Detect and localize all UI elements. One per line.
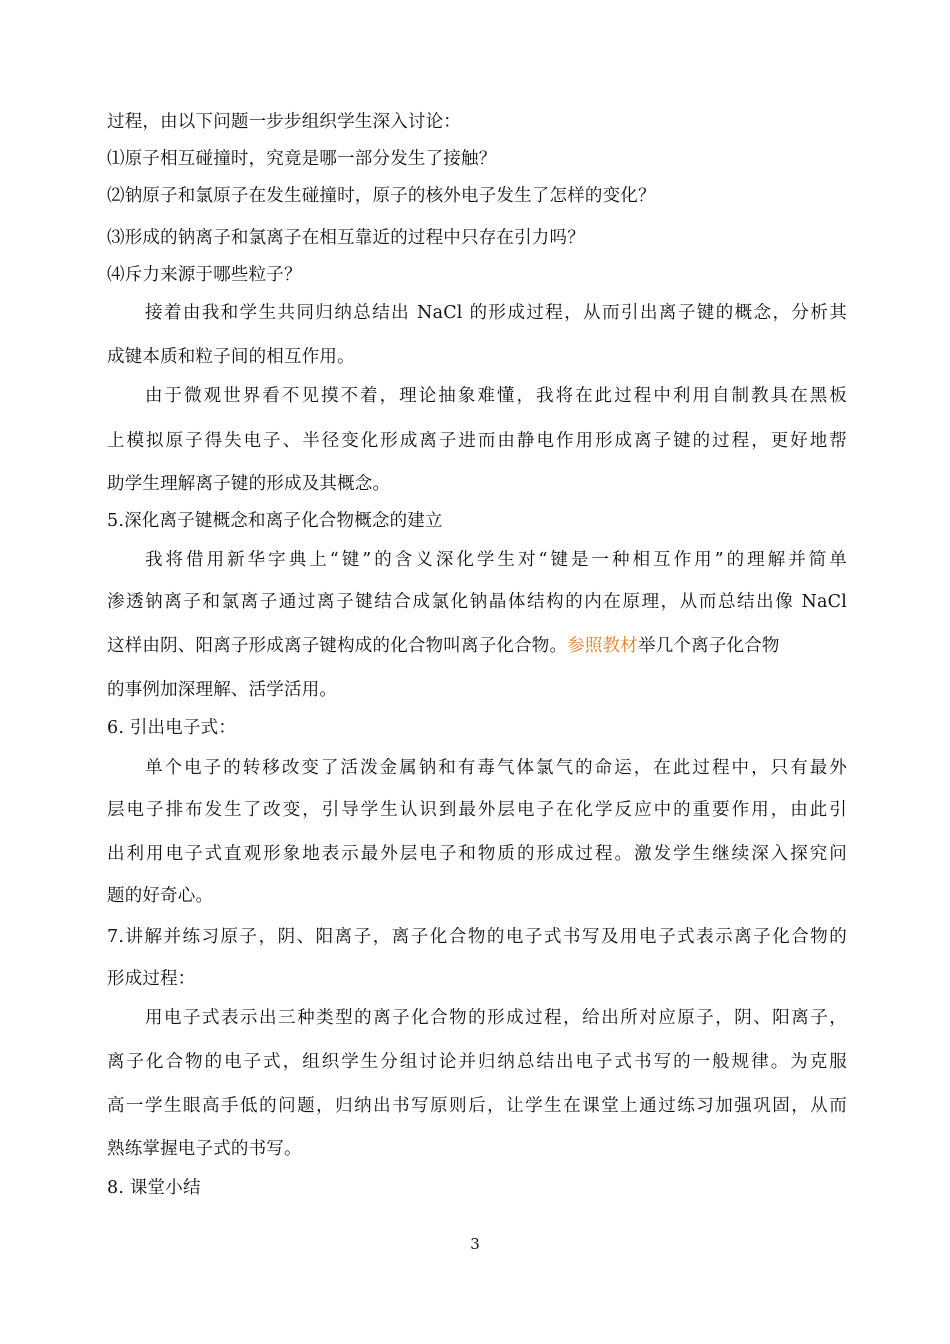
paragraph-line: 助学生理解离子键的形成及其概念。: [107, 474, 391, 494]
paragraph-line: 接着由我和学生共同归纳总结出 NaCl 的形成过程，从而引出离子键的概念，分析其: [145, 303, 847, 323]
paragraph-line: 用电子式表示出三种类型的离子化合物的形成过程，给出所对应原子，阴、阳离子，: [145, 1008, 847, 1028]
paragraph-line: 渗透钠离子和氯离子通过离子键结合成氯化钠晶体结构的内在原理，从而总结出像 NaCl: [107, 592, 847, 612]
section-heading-5: 5.深化离子键概念和离子化合物概念的建立: [107, 511, 443, 531]
section-heading-8: 8. 课堂小结: [107, 1178, 201, 1198]
paragraph-line: 离子化合物的电子式，组织学生分组讨论并归纳总结出电子式书写的一般规律。为克服: [107, 1052, 847, 1072]
paragraph-text: 举几个离子化合物: [638, 636, 780, 656]
paragraph-line: 单个电子的转移改变了活泼金属钠和有毒气体氯气的命运，在此过程中，只有最外: [145, 758, 847, 778]
paragraph-line: 成键本质和粒子间的相互作用。: [107, 347, 355, 367]
section-heading-6: 6. 引出电子式：: [107, 718, 237, 738]
textbook-link[interactable]: 参照教材: [567, 636, 639, 656]
section-heading-7: 7.讲解并练习原子，阴、阳离子，离子化合物的电子式书写及用电子式表示离子化合物的: [107, 927, 847, 947]
paragraph-text: 这样由阴、阳离子形成离子键构成的化合物叫离子化合物。: [107, 636, 568, 656]
paragraph-line: 过程，由以下问题一步步组织学生深入讨论：: [107, 112, 461, 132]
paragraph-line: 上模拟原子得失电子、半径变化形成离子进而由静电作用形成离子键的过程，更好地帮: [107, 431, 847, 451]
paragraph-line: 出利用电子式直观形象地表示最外层电子和物质的形成过程。激发学生继续深入探究问: [107, 844, 847, 864]
question-3: ⑶形成的钠离子和氯离子在相互靠近的过程中只存在引力吗？: [107, 228, 585, 248]
paragraph-line-with-link: [107, 634, 847, 658]
paragraph-line: 的事例加深理解、活学活用。: [107, 680, 338, 700]
question-1: ⑴原子相互碰撞时，究竟是哪一部分发生了接触？: [107, 149, 497, 169]
paragraph-line: 熟练掌握电子式的书写。: [107, 1139, 302, 1159]
paragraph-line: 题的好奇心。: [107, 886, 214, 906]
paragraph-line: 由于微观世界看不见摸不着，理论抽象难懂，我将在此过程中利用自制教具在黑板: [145, 386, 847, 406]
paragraph-line: 层电子排布发生了改变，引导学生认识到最外层电子在化学反应中的重要作用，由此引: [107, 800, 847, 820]
paragraph-line: 高一学生眼高手低的问题，归纳出书写原则后，让学生在课堂上通过练习加强巩固，从而: [107, 1096, 847, 1116]
question-4: ⑷斥力来源于哪些粒子？: [107, 265, 302, 285]
page-number: 3: [470, 1235, 480, 1253]
section-heading-7-cont: 形成过程：: [107, 969, 196, 989]
question-2: ⑵钠原子和氯原子在发生碰撞时，原子的核外电子发生了怎样的变化？: [107, 186, 656, 206]
paragraph-line: 我将借用新华字典上“键”的含义深化学生对“键是一种相互作用”的理解并简单: [145, 550, 847, 570]
